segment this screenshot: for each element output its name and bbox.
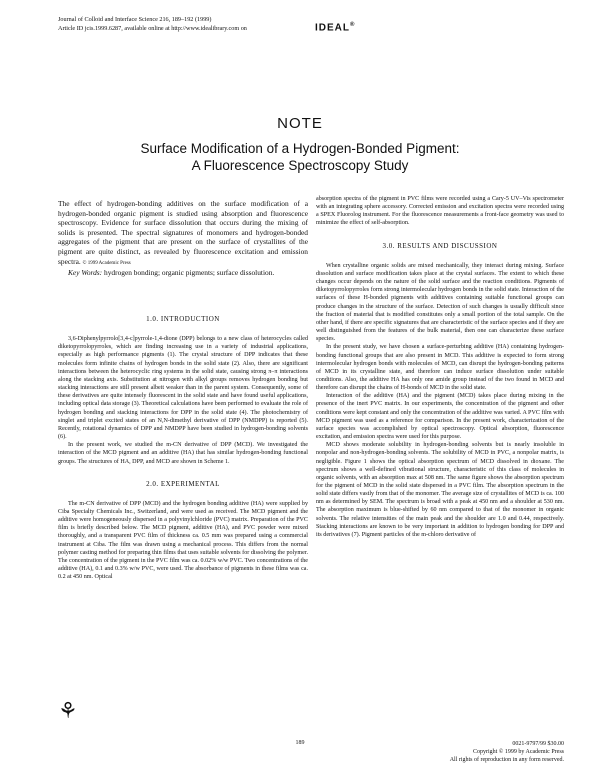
keywords-label: Key Words: (68, 268, 103, 278)
keywords: hydrogen bonding; organic pigments; surface dissolution. (104, 268, 275, 278)
results-paragraph-2: In the present study, we have chosen a surface-perturbing additive (HA) containing hydrogen-bonding functional groups that are also present in MCD. This additive is expected to form strong intermolecular hydrogen bonds with molecules of MCD, can disrupt the hydrogen-bonding patterns of MCD in its crystalline state, and therefore can induce surface dissolution under suitable conditions. Also, the additive HA has only one amide group instead of the two found in MCD and therefore can disrupt the chains of H-bonds of MCD in the solid state. (316, 344, 564, 392)
note-label: NOTE (277, 115, 323, 132)
left-column (58, 315, 308, 581)
right-column (316, 195, 564, 539)
title-line-2: A Fluorescence Spectroscopy Study (191, 158, 409, 173)
logo-registered: ® (350, 22, 356, 28)
ideal-logo (315, 22, 355, 33)
abstract (58, 199, 308, 278)
footer-copyright (450, 740, 564, 764)
intro-heading: 1.0. INTRODUCTION (146, 315, 220, 323)
results-paragraph-1: When crystalline organic solids are mixed mechanically, they interact during mixing. Surface dissolution and surface modification takes place at the crystal surfaces. The extent to which these changes occur depends on the nature of the solid surface and the reaction conditions. Pigments of diketopyrrolopyrroles form strong intermolecular hydrogen bonds in the solid state. Interaction of the surfaces of these H-bonded pigments with additives containing suitable functional groups can produce changes in the structure of the surface. Detection of such changes is usually difficult since the fraction of material that is modified constitutes only a small portion of the total sample. On the other hand, if there are specific signatures that are characteristic of the surface species and if they are well distinguished from the features of the bulk material, then one can characterize these surface species. (316, 262, 564, 343)
abstract-copyright: © 1999 Academic Press (82, 260, 131, 266)
intro-paragraph-1: 3,6-Diphenylpyrrolo[3,4-c]pyrrole-1,4-dione (DPP) belongs to a new class of heterocycles called diketopyrrolopyrroles, which are finding increasing use in a variety of industrial applications, especially as high performance pigments (1). The crystal structure of DPP indicates that these molecules form infinite chains of hydrogen bonds in the solid state (2). Also, there are significant interactions between the heterocyclic ring systems in the solid state, causing strong π–π interactions along the stacking axis. Substitution at nitrogen with alkyl groups removes hydrogen bonding but stacking interactions are still present albeit weaker than in the parent system. Consequently, some of these derivatives are quite intensely fluorescent in the solid state and have found useful applications, including optical data storage (3). Theoretical calculations have been performed to evaluate the role of hydrogen bonding and stacking interactions for DPP in the solid state (4). The photochemistry of singlet and triplet excited states of an N,N-dimethyl derivative of DPP (NMDPP) is reported (5). Recently, rotational dynamics of DPP and NMDPP have been studied in hydrogen-bonding solvents (6). (58, 336, 308, 441)
results-paragraph-4: MCD shows moderate solubility in hydrogen-bonding solvents but is nearly insoluble in nonpolar and non-hydrogen-bonding solvents. The solubility of MCD in PVC, a nonpolar matrix, is negligible. Figure 1 shows the optical absorption spectrum of MCD dissolved in dioxane. The spectrum shows a well-defined vibrational structure, characteristic of this class of molecules in organic solvents, with an absorption max at 508 nm. The same figure shows the absorption spectrum for the pigment of MCD in the solid state dispersed in a PVC film. The absorption spectrum in the solid state differs vastly from that of the monomer. The average size of crystallites of MCD is ca. 100 nm as determined by SEM. The spectrum is broad with a peak at 450 nm and a shoulder at 530 nm. The absorption maximum is blue-shifted by 60 nm compared to that of the monomer in organic solvents. The relative intensities of the main peak and the shoulder are 1.0 and 0.44, respectively. Stacking interactions are known to be very important in addition to hydrogen bonding for DPP and its derivatives (7). Pigment particles of the m-chloro derivative of (316, 442, 564, 538)
rights-line: All rights of reproduction in any form reserved. (449, 757, 564, 763)
results-heading: 3.0. RESULTS AND DISCUSSION (382, 241, 498, 250)
page-number: 189 (295, 740, 305, 746)
experimental-paragraph-1: The m-CN derivative of DPP (MCD) and the hydrogen bonding additive (HA) were supplied by Ciba Specialty Chemicals Inc., Switzerland, and were used as received. The MCD pigment and the additive were homogeneously dispersed in a polyvinylchloride (PVC) matrix. Preparation of the PVC film is briefly described below. The MCD pigment, additive (HA), and PVC powder were mixed thoroughly, and a transparent PVC film of thickness ca. 0.5 mm was prepared using a commercial instrument at Ciba. The film was drawn using a mechanical process. This differs from the normal polymer casting method for preparing thin films that uses suitable solvents for dissolving the polymer. The concentration of the pigment in the PVC film was ca. 0.02% w/w PVC. Two concentrations of the additive (HA), 0.1 and 0.3% w/w PVC, were used. The absorbance of pigments in these films was ca. 0.2 at 450 nm. Optical (58, 500, 308, 581)
title-line-1: Surface Modification of a Hydrogen-Bonded Pigment: (140, 141, 460, 156)
copyright-line: Copyright © 1999 by Academic Press (472, 749, 564, 755)
article-id: Article ID jcis.1999.6287, available online at http://www.idealibrary.com on (58, 24, 247, 32)
abstract-text: The effect of hydrogen-bonding additives on the surface modification of a hydrogen-bonded organic pigment is studied using absorption and fluorescence spectroscopy. Evidence for surface dissolution that occurs during the mixing of solids is presented. The spectral signatures of monomers and hydrogen-bonded aggregates of the pigment that are present on the surface of crystallites of the pigment are quite distinct, as revealed by fluorescence excitation and emission spectra. (58, 199, 308, 266)
journal-citation: Journal of Colloid and Interface Science 216, 189–192 (1999) (58, 16, 212, 23)
issn: 0021-9797/99 $30.00 (512, 741, 564, 747)
experimental-paragraph-cont: absorption spectra of the pigment in PVC films were recorded using a Cary-5 UV–Vis spectrometer with an integrating sphere accessory. Corrected emission and excitation spectra were recorded using a SPEX Fluorolog instrument. For the fluorescence measurements a front-face geometry was used to minimize the effect of self-absorption. (316, 196, 564, 227)
logo-text: IDEAL (315, 22, 350, 34)
results-paragraph-3: Interaction of the additive (HA) and the pigment (MCD) takes place during mixing in the presence of the inert PVC matrix. In our experiments, the concentration of the pigment and other conditions were kept constant and only the concentration of the additive was varied. A PVC film with MCD pigment was used as a reference for comparison. In the present work, characterization of the surface species was accomplished by optical spectroscopy. Optical absorption, fluorescence excitation, and emission spectra were used for this purpose. (316, 393, 564, 441)
journal-header (58, 16, 247, 33)
intro-paragraph-2: In the present work, we studied the m-CN derivative of DPP (MCD). We investigated the interaction of the MCD pigment and an additive (HA) that has similar hydrogen-bonding functional groups. The structures of HA, DPP, and MCD are shown in Scheme 1. (58, 442, 308, 465)
publisher-tree-icon: ⚘ (58, 698, 78, 723)
article-title (0, 140, 600, 174)
experimental-heading: 2.0. EXPERIMENTAL (146, 479, 220, 488)
